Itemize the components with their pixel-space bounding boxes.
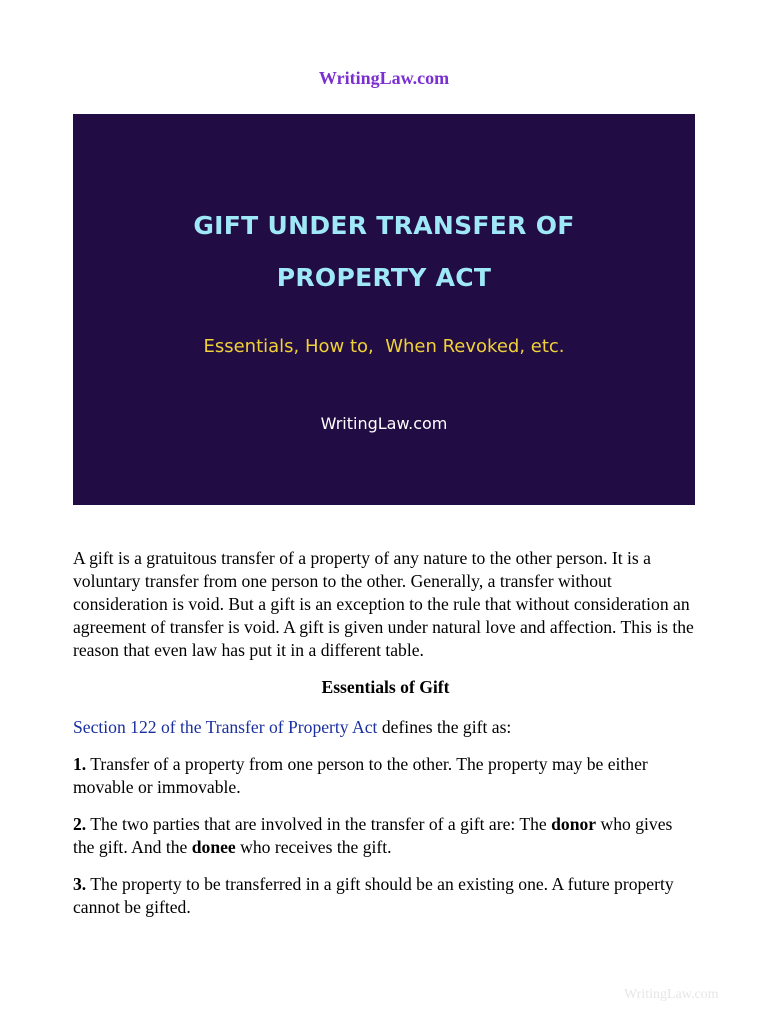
site-header: WritingLaw.com	[318, 68, 450, 88]
banner-site-name: WritingLaw.com	[320, 414, 448, 433]
banner-title-line-2: PROPERTY ACT	[276, 263, 492, 292]
essential-point-3	[73, 873, 698, 919]
point-text: The property to be transferred in a gift should be an existing one. A future property cannot be gifted.	[73, 874, 674, 917]
donor-term: donor	[551, 814, 597, 834]
banner-subtitle: Essentials, How to, When Revoked, etc.	[203, 336, 565, 357]
article-body	[73, 547, 698, 933]
point-number: 2.	[73, 814, 87, 834]
point-text: who receives the gift.	[235, 837, 392, 857]
definition-paragraph	[73, 716, 698, 739]
point-number: 1.	[73, 754, 87, 774]
section-122-link[interactable]: Section 122 of the Transfer of Property Act	[73, 717, 378, 737]
essential-point-1	[73, 753, 698, 799]
point-number: 3.	[73, 874, 87, 894]
definition-text: defines the gift as:	[377, 717, 512, 737]
section-heading: Essentials of Gift	[321, 677, 450, 697]
banner-title	[73, 200, 695, 304]
banner-image	[73, 114, 695, 505]
donee-term: donee	[191, 837, 236, 857]
intro-paragraph: A gift is a gratuitous transfer of a property of any nature to the other person. It is a voluntary transfer from one person to the other. Generally, a transfer without consideration is void. But a gift is an exception to the rule that without consideration an agreement of transfer is void. A gift is given under natural love and affection. This is the reason that even law has put it in a different table.	[73, 548, 694, 660]
point-text: who gives the gift. And the	[73, 814, 673, 857]
point-text: The two parties that are involved in the transfer of a gift are: The	[86, 814, 552, 834]
banner-title-line-1: GIFT UNDER TRANSFER OF	[193, 211, 575, 240]
essential-point-2	[73, 813, 698, 859]
point-text: Transfer of a property from one person to the other. The property may be either movable or immovable.	[73, 754, 648, 797]
watermark: WritingLaw.com	[624, 987, 719, 1002]
